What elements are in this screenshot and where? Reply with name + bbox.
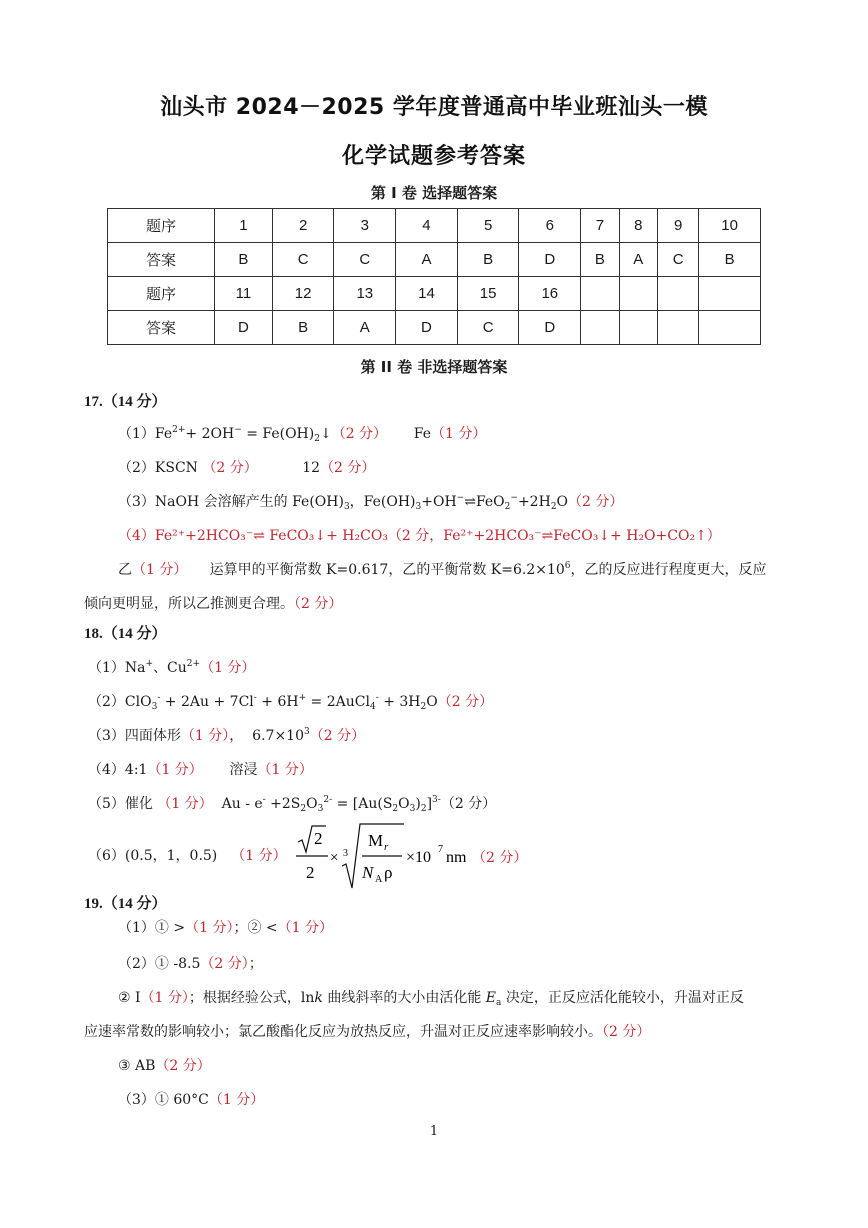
text: +2H <box>517 494 551 510</box>
text: ) <box>415 796 421 812</box>
row-label: 题序 <box>108 209 215 243</box>
score-label: （2 分） <box>309 728 366 744</box>
q18-part3 <box>88 726 365 746</box>
text: − <box>456 493 465 503</box>
score-label: （2 分） <box>602 1024 651 1040</box>
table-row <box>108 277 761 311</box>
table-cell: 12 <box>272 277 334 311</box>
text: E <box>485 990 497 1006</box>
score-label: （1 分） <box>132 562 188 578</box>
formula-text: × <box>330 850 339 866</box>
table-cell: 6 <box>519 209 581 243</box>
text: 4 <box>369 702 376 712</box>
score-label: （1 分） <box>231 848 287 864</box>
text: （3）① 60°C <box>118 1092 209 1108</box>
text: 6 <box>564 561 571 571</box>
text: 溶浸 <box>202 762 258 778</box>
score-label: （2 分） <box>331 426 388 442</box>
text: + 2Au + 7Cl <box>160 694 254 710</box>
text: + 3H <box>378 694 421 710</box>
text: 决定，正反应活化能较小，升温对正反 <box>501 990 744 1006</box>
text: Au - e <box>212 796 263 812</box>
formula-text: ρ <box>384 863 393 882</box>
table-cell <box>699 277 761 311</box>
table-row <box>108 209 761 243</box>
score-label: （1 分） <box>180 728 230 744</box>
table-cell <box>699 311 761 345</box>
formula-text: ×10 <box>406 849 432 866</box>
table-cell: 3 <box>334 209 396 243</box>
formula-text: N <box>362 863 374 882</box>
score-label: （2 分） <box>320 460 376 476</box>
table-cell <box>619 277 657 311</box>
page-title: 汕头市 2024－2025 学年度普通高中毕业班汕头一模 <box>160 95 708 120</box>
text: - <box>157 693 161 703</box>
section-heading-nonchoice: 第 II 卷 非选择题答案 <box>360 358 508 376</box>
q18-heading: 18.（14 分） <box>84 626 167 642</box>
score-label: （1 分） <box>257 762 313 778</box>
text: 12 <box>257 460 321 476</box>
q17-part4-explanation-cont <box>84 594 342 614</box>
table-cell: 10 <box>699 209 761 243</box>
density-formula <box>296 822 536 890</box>
text: = 2AuCl <box>306 694 370 710</box>
text: − <box>234 425 242 435</box>
q17-part3 <box>118 492 623 512</box>
page-subtitle: 化学试题参考答案 <box>341 144 526 169</box>
text: + <box>145 659 154 669</box>
q19-heading: 19.（14 分） <box>84 896 167 912</box>
table-cell: 16 <box>519 277 581 311</box>
formula-text: A <box>375 874 383 885</box>
score-label: （2 分） <box>440 796 497 812</box>
text: +2S <box>265 796 301 812</box>
text: 3 <box>415 502 422 512</box>
text: a <box>496 998 502 1008</box>
score-label: （1 分） <box>140 990 189 1006</box>
table-cell: C <box>457 311 519 345</box>
text: 2 <box>420 702 427 712</box>
text: 2 <box>300 804 307 814</box>
text: ，Fe(OH) <box>349 494 416 510</box>
formula-text: M <box>368 831 384 850</box>
table-cell: B <box>272 311 334 345</box>
text: 运算甲的平衡常数 K=0.617，乙的平衡常数 K=6.2×10 <box>187 562 565 578</box>
q19-part1 <box>118 918 333 938</box>
table-cell <box>581 277 619 311</box>
q19-part2 <box>118 954 263 974</box>
q17-heading: 17.（14 分） <box>84 394 167 410</box>
table-cell <box>581 311 619 345</box>
table-cell: C <box>657 243 698 277</box>
text: ； <box>248 956 263 972</box>
row-label: 答案 <box>108 311 215 345</box>
text: 3 <box>343 502 350 512</box>
text: ↓ <box>319 426 332 442</box>
table-cell: B <box>457 243 519 277</box>
text: = Fe(OH) <box>241 426 315 442</box>
table-cell: D <box>519 243 581 277</box>
text: 2 <box>504 502 511 512</box>
text: − <box>510 493 518 503</box>
text: （3）NaOH 会溶解产生的 Fe(OH) <box>118 494 344 510</box>
text: 3 <box>317 804 324 814</box>
text: （1）Na <box>88 660 146 676</box>
text: ⇌FeO <box>464 494 505 510</box>
table-cell: 14 <box>396 277 458 311</box>
text: ] <box>426 796 433 812</box>
q19-part2-explanation-cont <box>84 1022 650 1042</box>
choice-answer-table <box>107 208 761 345</box>
text: 乙 <box>118 562 132 578</box>
score-label: （1 分） <box>277 920 333 936</box>
text: Fe <box>387 426 431 442</box>
q18-part5 <box>88 794 496 814</box>
formula-text: r <box>384 841 389 853</box>
text: （2）① -8.5 <box>118 956 201 972</box>
q17-part2 <box>118 458 375 478</box>
text: + 2OH <box>185 426 235 442</box>
table-cell: 7 <box>581 209 619 243</box>
score-label: （1 分） <box>208 1092 265 1108</box>
table-cell <box>657 277 698 311</box>
text: k <box>314 990 323 1006</box>
score-label: （2 分） <box>437 694 494 710</box>
text: 曲线斜率的大小由活化能 <box>322 990 486 1006</box>
table-cell: 13 <box>334 277 396 311</box>
text: （6）(0.5，1，0.5) <box>88 848 218 864</box>
q19-part2-sub3 <box>118 1056 211 1076</box>
score-label: （1 分） <box>431 426 487 442</box>
text: - <box>253 693 257 703</box>
table-cell: C <box>272 243 334 277</box>
q18-part1 <box>88 658 255 678</box>
table-cell: B <box>581 243 619 277</box>
text: （2）KSCN <box>118 460 203 476</box>
text: 2 <box>420 804 427 814</box>
text: 2 <box>314 434 320 444</box>
score-label: （2 分） <box>294 596 343 612</box>
table-cell: C <box>334 243 396 277</box>
table-row <box>108 311 761 345</box>
text: ， 6.7×10 <box>229 728 304 744</box>
q18-part6 <box>88 846 287 866</box>
text: 3 <box>304 727 310 737</box>
text: 2 <box>392 804 399 814</box>
text: + 6H <box>256 694 299 710</box>
text: + <box>298 693 307 703</box>
text: 3 <box>409 804 416 814</box>
text: 倾向更明显，所以乙推测更合理。 <box>84 596 294 612</box>
q19-part3 <box>118 1090 264 1110</box>
formula-text: nm <box>446 849 467 866</box>
text: - <box>262 795 266 805</box>
formula-text: 3 <box>343 848 348 859</box>
section-heading-choice: 第 I 卷 选择题答案 <box>370 184 498 202</box>
text: （1）Fe <box>118 426 173 442</box>
text: 、Cu <box>153 660 187 676</box>
text: （1）① > <box>118 920 186 936</box>
text: O <box>426 694 438 710</box>
table-cell: A <box>619 243 657 277</box>
table-cell: 1 <box>215 209 273 243</box>
text: 2- <box>323 795 333 805</box>
table-cell <box>657 311 698 345</box>
table-cell <box>619 311 657 345</box>
table-cell: D <box>519 311 581 345</box>
table-cell: 9 <box>657 209 698 243</box>
table-cell: 15 <box>457 277 519 311</box>
row-label: 题序 <box>108 277 215 311</box>
score-label: （2 分） <box>200 956 249 972</box>
text: 2+ <box>172 425 186 435</box>
table-cell: 11 <box>215 277 273 311</box>
formula-text: 7 <box>438 844 443 855</box>
table-cell: B <box>699 243 761 277</box>
q17-part4-explanation <box>118 560 767 580</box>
score-label: （2 分） <box>568 494 624 510</box>
text: +OH <box>421 494 457 510</box>
text: ③ AB <box>118 1058 156 1074</box>
score-label: （1 分） <box>157 796 213 812</box>
table-cell: A <box>334 311 396 345</box>
text: 3 <box>151 702 158 712</box>
score-label: （1 分） <box>185 920 234 936</box>
score-label: （1 分） <box>147 762 203 778</box>
text: 3- <box>432 795 441 805</box>
table-cell: D <box>396 311 458 345</box>
text: O <box>556 494 569 510</box>
text: （3）四面体形 <box>88 728 181 744</box>
text: （4）4:1 <box>88 762 148 778</box>
text: = [Au(S <box>332 796 393 812</box>
text: ② I <box>118 990 141 1006</box>
score-label: （2 分） <box>155 1058 211 1074</box>
table-cell: B <box>215 243 273 277</box>
table-row <box>108 243 761 277</box>
text: 应速率常数的影响较小；氯乙酸酯化反应为放热反应，升温对正反应速率影响较小。 <box>84 1024 602 1040</box>
text: ；根据经验公式，ln <box>188 990 315 1006</box>
text: O <box>306 796 318 812</box>
q18-part4 <box>88 760 313 780</box>
table-cell: 5 <box>457 209 519 243</box>
page-number: 1 <box>429 1124 439 1139</box>
text: 2 <box>550 502 557 512</box>
table-cell: A <box>396 243 458 277</box>
formula-text: 2 <box>314 829 323 848</box>
text: ；② < <box>233 920 278 936</box>
score-label: （2 分） <box>472 850 528 866</box>
row-label: 答案 <box>108 243 215 277</box>
table-cell: 8 <box>619 209 657 243</box>
q18-part2 <box>88 692 493 712</box>
text: O <box>398 796 410 812</box>
text: （2）ClO <box>88 694 152 710</box>
text: - <box>375 693 379 703</box>
q17-part4: （4）Fe²⁺+2HCO₃⁻⇌ FeCO₃↓+ H₂CO₃（2 分，Fe²⁺+2HCO₃⁻⇌FeCO₃↓+ H₂O+CO₂↑） <box>118 528 721 544</box>
table-cell: 4 <box>396 209 458 243</box>
q17-part1 <box>118 424 486 444</box>
q19-part2-explanation <box>118 988 744 1008</box>
table-cell: D <box>215 311 273 345</box>
score-label: （2 分） <box>202 460 258 476</box>
text: 2+ <box>186 659 201 669</box>
formula-text: 2 <box>306 863 315 882</box>
table-cell: 2 <box>272 209 334 243</box>
score-label: （1 分） <box>200 660 256 676</box>
text: （5）催化 <box>88 796 158 812</box>
text: ，乙的反应进行程度更大，反应 <box>570 562 767 578</box>
